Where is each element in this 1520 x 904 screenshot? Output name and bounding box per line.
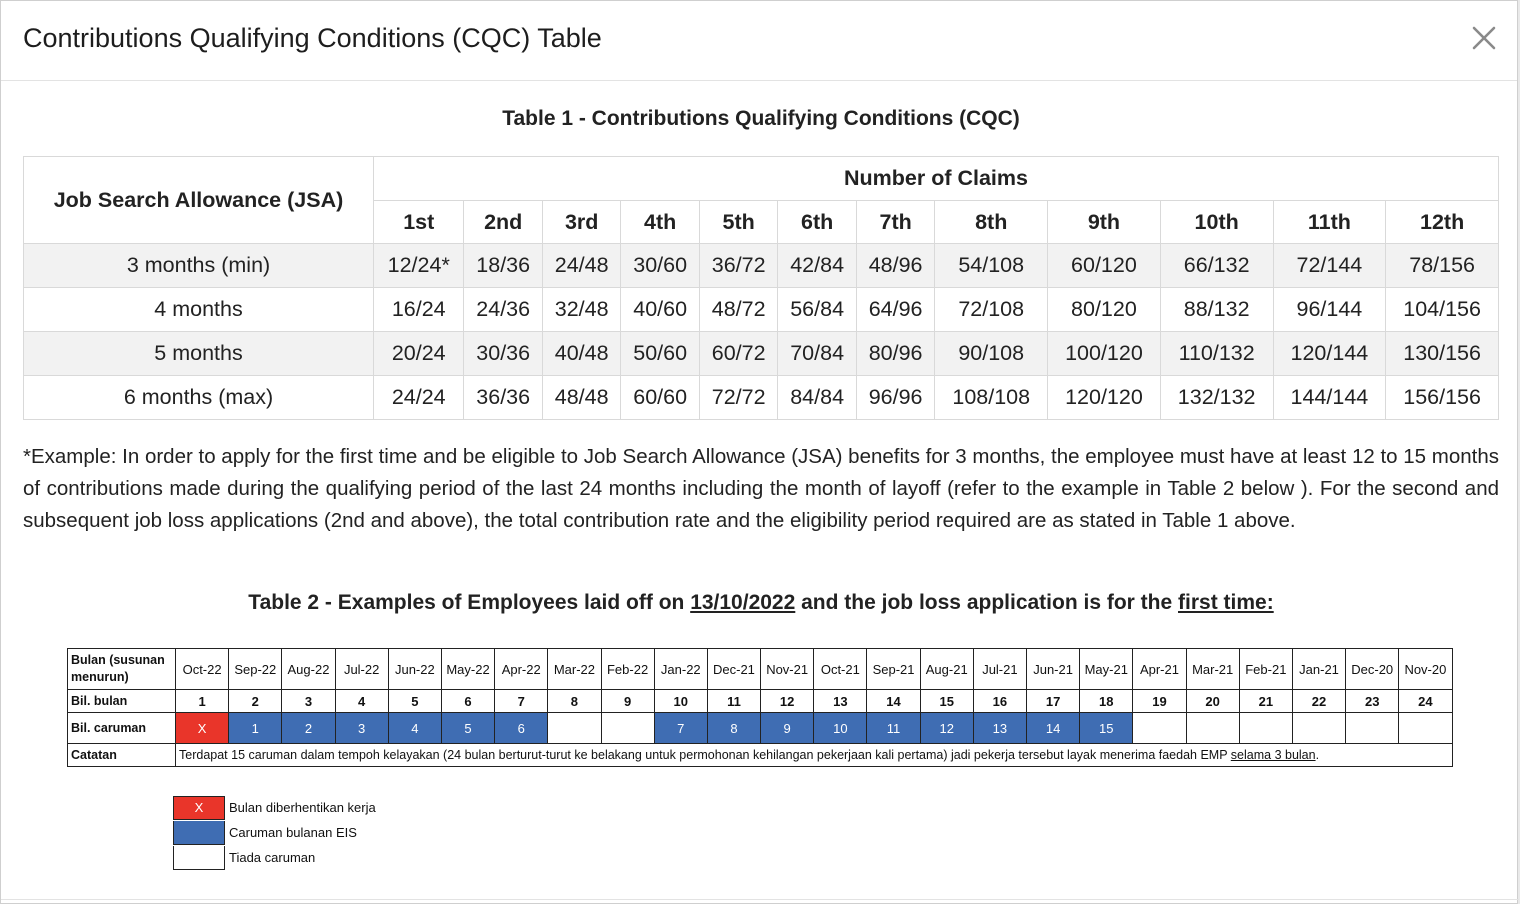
cqc-value-cell: 132/132 — [1160, 376, 1273, 420]
cqc-value-cell: 60/72 — [699, 332, 777, 376]
month-number-cell: 22 — [1292, 690, 1345, 713]
contribution-cell: X — [176, 713, 229, 744]
claim-column-header: 5th — [699, 201, 777, 244]
cqc-value-cell: 18/36 — [464, 244, 542, 288]
claim-column-header: 11th — [1273, 201, 1386, 244]
legend-label: Caruman bulanan EIS — [229, 825, 357, 840]
cqc-value-cell: 96/96 — [856, 376, 934, 420]
contribution-cell: 6 — [495, 713, 548, 744]
cqc-value-cell: 110/132 — [1160, 332, 1273, 376]
claim-column-header: 10th — [1160, 201, 1273, 244]
claim-column-header: 3rd — [542, 201, 620, 244]
contribution-cell: 9 — [761, 713, 814, 744]
claim-column-header: 2nd — [464, 201, 542, 244]
month-number-cell: 7 — [495, 690, 548, 713]
claim-column-header: 1st — [374, 201, 464, 244]
table1-title: Table 1 - Contributions Qualifying Conditions (CQC) — [502, 107, 1020, 130]
cqc-value-cell: 48/96 — [856, 244, 934, 288]
month-cell: Apr-22 — [495, 649, 548, 690]
months-label: Bulan (susunan menurun) — [68, 649, 176, 690]
cqc-row — [24, 376, 1499, 420]
legend-label: Bulan diberhentikan kerja — [229, 800, 376, 815]
month-cell: Jan-21 — [1292, 649, 1345, 690]
contribution-label: Bil. caruman — [68, 713, 176, 744]
cqc-value-cell: 50/60 — [621, 332, 699, 376]
number-of-claims-header: Number of Claims — [374, 157, 1499, 201]
month-number-cell: 5 — [388, 690, 441, 713]
table2-title — [23, 591, 1499, 615]
contribution-cell — [1346, 713, 1399, 744]
cqc-value-cell: 72/108 — [935, 288, 1048, 332]
month-cell: Dec-21 — [707, 649, 760, 690]
cqc-value-cell: 72/72 — [699, 376, 777, 420]
claim-column-header: 12th — [1386, 201, 1499, 244]
table2-title-mid: and the job loss application is for the — [795, 591, 1179, 614]
cqc-value-cell: 156/156 — [1386, 376, 1499, 420]
contribution-cell: 7 — [654, 713, 707, 744]
cqc-value-cell: 144/144 — [1273, 376, 1386, 420]
contribution-cell: 5 — [441, 713, 494, 744]
legend-item — [173, 795, 376, 820]
close-icon — [1467, 21, 1501, 55]
month-number-cell: 11 — [707, 690, 760, 713]
jsa-duration-cell: 3 months (min) — [24, 244, 374, 288]
cqc-value-cell: 24/36 — [464, 288, 542, 332]
month-cell: Apr-21 — [1133, 649, 1186, 690]
month-cell: Feb-21 — [1239, 649, 1292, 690]
month-number-cell: 15 — [920, 690, 973, 713]
month-number-cell: 4 — [335, 690, 388, 713]
contribution-cell: 10 — [814, 713, 867, 744]
cqc-value-cell: 104/156 — [1386, 288, 1499, 332]
contribution-cell: 15 — [1080, 713, 1133, 744]
cqc-row — [24, 288, 1499, 332]
claim-column-header: 4th — [621, 201, 699, 244]
month-cell: Sep-21 — [867, 649, 920, 690]
contribution-cell: 2 — [282, 713, 335, 744]
cqc-value-cell: 90/108 — [935, 332, 1048, 376]
month-number-cell: 13 — [814, 690, 867, 713]
contribution-cell: 11 — [867, 713, 920, 744]
cqc-value-cell: 72/144 — [1273, 244, 1386, 288]
note-cell — [176, 744, 1453, 767]
cqc-value-cell: 42/84 — [778, 244, 856, 288]
note-text: Terdapat 15 caruman dalam tempoh kelayakan (24 bulan berturut-turut ke belakang untuk permohonan kehilangan pekerjaan kali pertama) jadi pekerja tersebut layak menerima faedah EMP — [179, 748, 1231, 762]
cqc-value-cell: 130/156 — [1386, 332, 1499, 376]
cqc-value-cell: 84/84 — [778, 376, 856, 420]
month-number-cell: 9 — [601, 690, 654, 713]
legend-item — [173, 820, 376, 845]
cqc-value-cell: 60/120 — [1048, 244, 1161, 288]
cqc-value-cell: 24/48 — [542, 244, 620, 288]
cqc-value-cell: 16/24 — [374, 288, 464, 332]
contribution-cell — [548, 713, 601, 744]
month-number-cell: 3 — [282, 690, 335, 713]
legend-swatch — [173, 821, 225, 845]
dialog-footer-divider — [1, 899, 1519, 900]
cqc-value-cell: 60/60 — [621, 376, 699, 420]
month-cell: Jul-22 — [335, 649, 388, 690]
month-cell: Jun-21 — [1027, 649, 1080, 690]
cqc-value-cell: 70/84 — [778, 332, 856, 376]
cqc-value-cell: 30/60 — [621, 244, 699, 288]
contribution-cell: 4 — [388, 713, 441, 744]
month-cell: Nov-21 — [761, 649, 814, 690]
month-cell: Jul-21 — [973, 649, 1026, 690]
legend-swatch: X — [173, 796, 225, 820]
month-cell: Feb-22 — [601, 649, 654, 690]
cqc-value-cell: 108/108 — [935, 376, 1048, 420]
cqc-row — [24, 244, 1499, 288]
month-number-label: Bil. bulan — [68, 690, 176, 713]
cqc-value-cell: 48/48 — [542, 376, 620, 420]
cqc-value-cell: 30/36 — [464, 332, 542, 376]
month-number-cell: 10 — [654, 690, 707, 713]
month-number-cell: 19 — [1133, 690, 1186, 713]
claim-column-header: 9th — [1048, 201, 1161, 244]
cqc-value-cell: 88/132 — [1160, 288, 1273, 332]
month-number-cell: 24 — [1399, 690, 1452, 713]
cqc-value-cell: 120/144 — [1273, 332, 1386, 376]
contribution-cell — [601, 713, 654, 744]
month-cell: Nov-20 — [1399, 649, 1452, 690]
cqc-value-cell: 32/48 — [542, 288, 620, 332]
cqc-value-cell: 12/24* — [374, 244, 464, 288]
month-number-cell: 17 — [1027, 690, 1080, 713]
cqc-row — [24, 332, 1499, 376]
note-underlined: selama 3 bulan — [1230, 748, 1316, 762]
table2-title-date: 13/10/2022 — [690, 591, 796, 614]
close-button[interactable] — [1467, 21, 1501, 55]
contribution-cell — [1399, 713, 1452, 744]
contribution-cell: 8 — [707, 713, 760, 744]
month-number-cell: 16 — [973, 690, 1026, 713]
cqc-value-cell: 56/84 — [778, 288, 856, 332]
contribution-cell — [1239, 713, 1292, 744]
cqc-value-cell: 64/96 — [856, 288, 934, 332]
month-cell: May-21 — [1080, 649, 1133, 690]
legend-label: Tiada caruman — [229, 850, 316, 865]
jsa-duration-cell: 4 months — [24, 288, 374, 332]
month-cell: Dec-20 — [1346, 649, 1399, 690]
contribution-cell — [1292, 713, 1345, 744]
legend-swatch — [173, 846, 225, 870]
month-cell: Jun-22 — [388, 649, 441, 690]
note-label: Catatan — [68, 744, 176, 767]
month-cell: Mar-21 — [1186, 649, 1239, 690]
month-number-cell: 6 — [441, 690, 494, 713]
month-number-cell: 2 — [229, 690, 282, 713]
month-number-cell: 23 — [1346, 690, 1399, 713]
cqc-value-cell: 78/156 — [1386, 244, 1499, 288]
jsa-header: Job Search Allowance (JSA) — [24, 157, 374, 244]
note-end: . — [1315, 748, 1320, 762]
contribution-cell — [1186, 713, 1239, 744]
example-text: *Example: In order to apply for the first time and be eligible to Job Search Allowance (JSA) benefits for 3 months, the employee must have at least 12 to 15 months of contributions made during the qualifying period of the last 24 months including the month of layoff (refer to the example in Table 2 below ). For the second and subsequent job loss applications (2nd and above), the total contribution rate and the eligibility period required are as stated in Table 1 above. — [23, 445, 1499, 532]
cqc-value-cell: 36/36 — [464, 376, 542, 420]
legend — [173, 795, 376, 870]
month-number-cell: 14 — [867, 690, 920, 713]
month-cell: Aug-21 — [920, 649, 973, 690]
cqc-value-cell: 40/48 — [542, 332, 620, 376]
cqc-value-cell: 24/24 — [374, 376, 464, 420]
cqc-value-cell: 96/144 — [1273, 288, 1386, 332]
legend-item — [173, 845, 376, 870]
jsa-duration-cell: 6 months (max) — [24, 376, 374, 420]
cqc-table — [23, 156, 1499, 420]
dialog-body — [23, 81, 1499, 614]
cqc-value-cell: 120/120 — [1048, 376, 1161, 420]
month-cell: Aug-22 — [282, 649, 335, 690]
contribution-cell: 3 — [335, 713, 388, 744]
month-number-cell: 8 — [548, 690, 601, 713]
contribution-calendar-table — [67, 648, 1453, 767]
month-number-cell: 12 — [761, 690, 814, 713]
jsa-duration-cell: 5 months — [24, 332, 374, 376]
month-cell: Mar-22 — [548, 649, 601, 690]
month-cell: Jan-22 — [654, 649, 707, 690]
month-cell: Oct-21 — [814, 649, 867, 690]
month-number-cell: 20 — [1186, 690, 1239, 713]
month-number-cell: 21 — [1239, 690, 1292, 713]
month-cell: May-22 — [441, 649, 494, 690]
cqc-value-cell: 80/96 — [856, 332, 934, 376]
table2-title-first: first time: — [1178, 591, 1274, 614]
month-number-cell: 18 — [1080, 690, 1133, 713]
cqc-value-cell: 66/132 — [1160, 244, 1273, 288]
contribution-cell: 14 — [1027, 713, 1080, 744]
cqc-value-cell: 100/120 — [1048, 332, 1161, 376]
month-cell: Sep-22 — [229, 649, 282, 690]
cqc-value-cell: 20/24 — [374, 332, 464, 376]
month-number-cell: 1 — [176, 690, 229, 713]
dialog-title: Contributions Qualifying Conditions (CQC) Table — [23, 23, 602, 53]
dialog-header — [1, 1, 1517, 81]
contribution-cell: 12 — [920, 713, 973, 744]
claim-column-header: 6th — [778, 201, 856, 244]
cqc-value-cell: 40/60 — [621, 288, 699, 332]
contribution-cell — [1133, 713, 1186, 744]
claim-column-header: 8th — [935, 201, 1048, 244]
cqc-value-cell: 36/72 — [699, 244, 777, 288]
cqc-value-cell: 48/72 — [699, 288, 777, 332]
month-cell: Oct-22 — [176, 649, 229, 690]
contribution-cell: 1 — [229, 713, 282, 744]
claim-column-header: 7th — [856, 201, 934, 244]
table2-title-pre: Table 2 - Examples of Employees laid off on — [248, 591, 691, 614]
cqc-value-cell: 54/108 — [935, 244, 1048, 288]
contribution-cell: 13 — [973, 713, 1026, 744]
cqc-value-cell: 80/120 — [1048, 288, 1161, 332]
